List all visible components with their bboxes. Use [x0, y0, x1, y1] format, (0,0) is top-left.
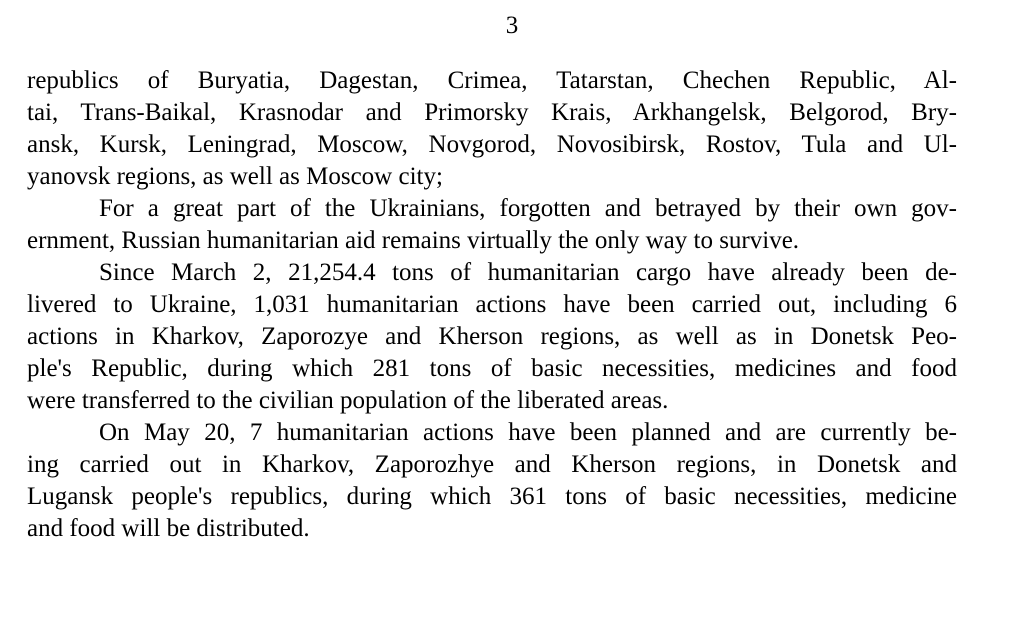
text-line: ansk, Kursk, Leningrad, Moscow, Novgorod, Novosibirsk, Rostov, Tula and Ul- [27, 131, 957, 158]
text-line: Lugansk people's republics, during which 361 tons of basic necessities, medicine [27, 483, 957, 510]
text-line: yanovsk regions, as well as Moscow city; [27, 163, 443, 190]
text-line: republics of Buryatia, Dagestan, Crimea, Tatarstan, Chechen Republic, Al- [27, 67, 957, 94]
text-line: and food will be distributed. [27, 515, 310, 542]
text-line: livered to Ukraine, 1,031 humanitarian actions have been carried out, including 6 [27, 291, 957, 318]
text-line: ing carried out in Kharkov, Zaporozhye and Kherson regions, in Donetsk and [27, 451, 957, 478]
text-line: ernment, Russian humanitarian aid remains virtually the only way to survive. [27, 227, 800, 254]
body-text [27, 65, 957, 545]
page-number: 3 [505, 12, 519, 39]
text-line: actions in Kharkov, Zaporozye and Kherson regions, as well as in Donetsk Peo- [27, 323, 957, 350]
text-line: tai, Trans-Baikal, Krasnodar and Primorsky Krais, Arkhangelsk, Belgorod, Bry- [27, 99, 957, 126]
paragraph-regions [27, 65, 957, 193]
text-line: ple's Republic, during which 281 tons of basic necessities, medicines and food [27, 355, 957, 382]
text-line: were transferred to the civilian population of the liberated areas. [27, 387, 669, 414]
text-line: Since March 2, 21,254.4 tons of humanitarian cargo have already been de- [99, 259, 957, 286]
paragraph-aid-survival [27, 193, 957, 257]
paragraph-may-20-actions [27, 417, 957, 545]
paragraph-cargo-delivered [27, 257, 957, 417]
text-line: For a great part of the Ukrainians, forgotten and betrayed by their own gov- [99, 195, 957, 222]
text-line: On May 20, 7 humanitarian actions have been planned and are currently be- [99, 419, 957, 446]
